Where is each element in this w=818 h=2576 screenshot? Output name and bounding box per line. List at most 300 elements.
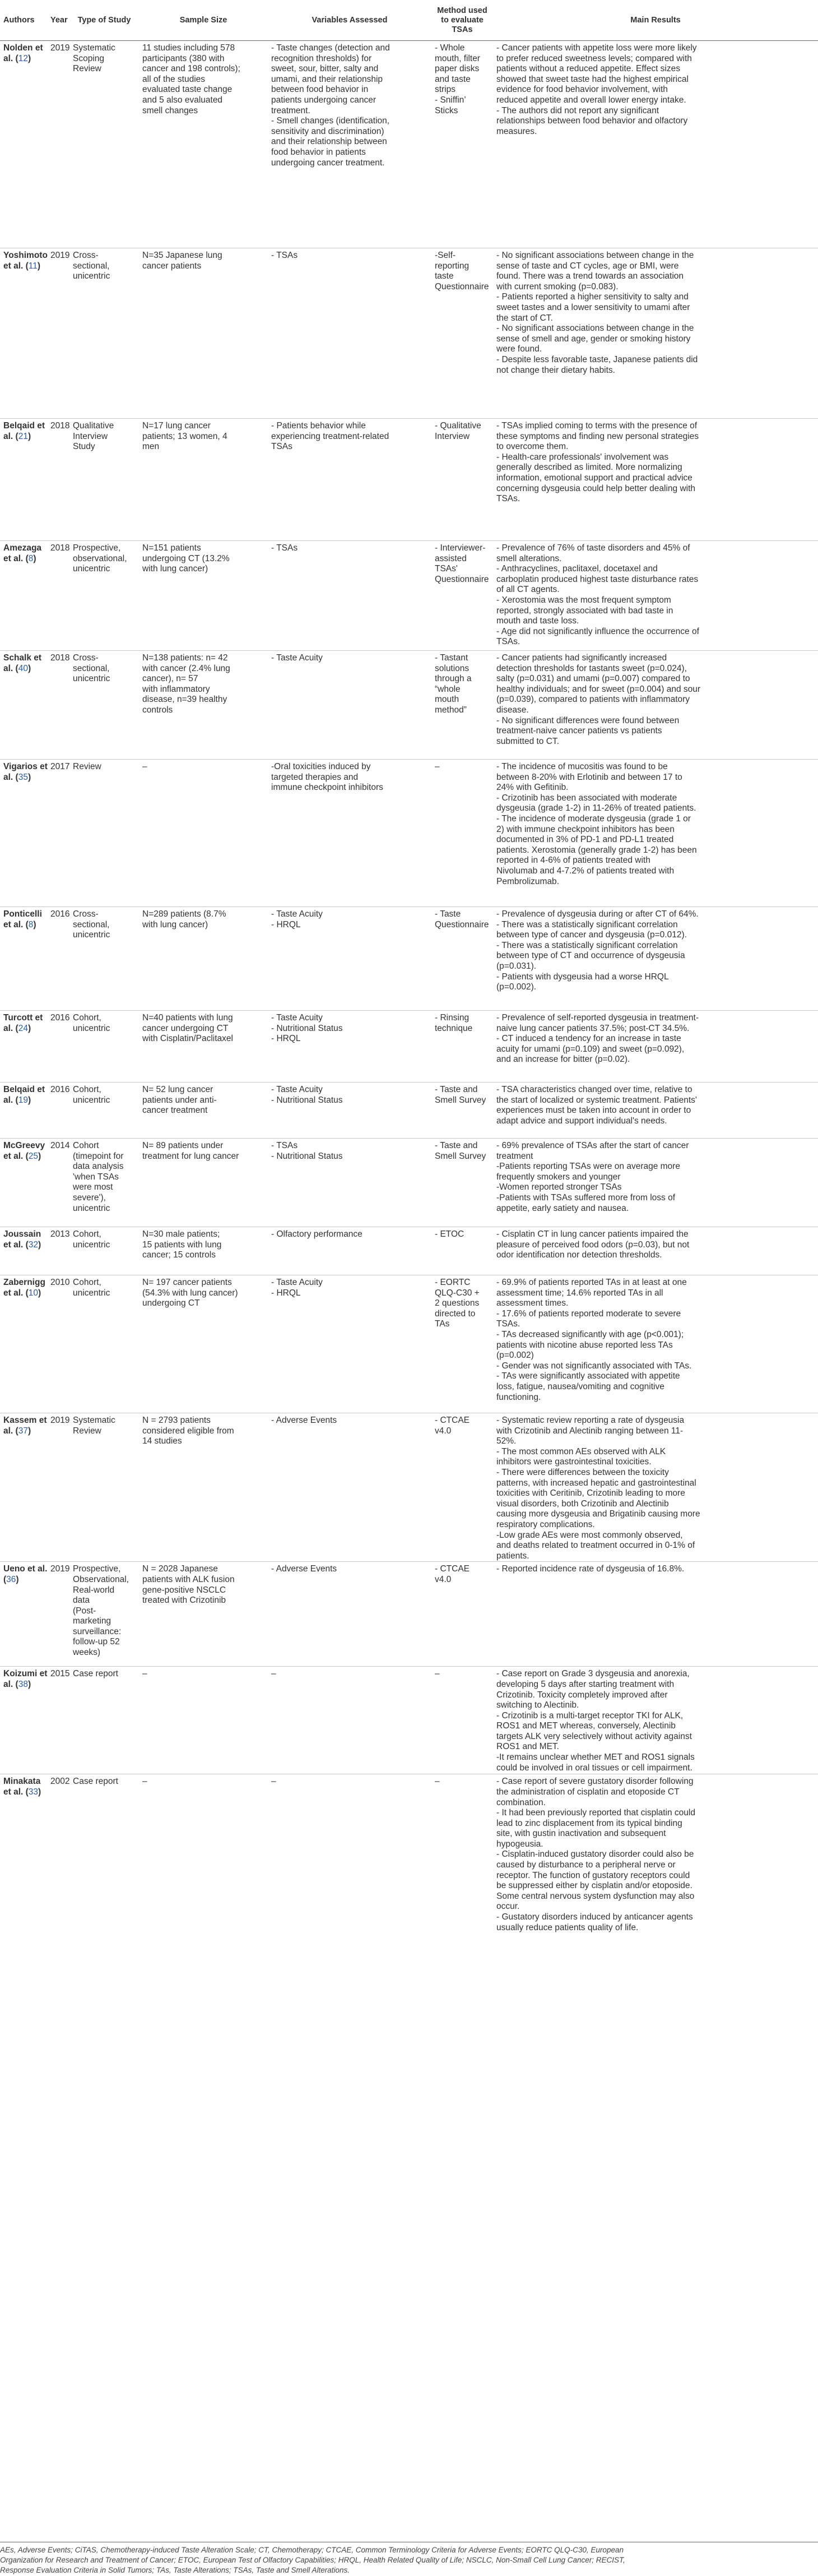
study-type-cell (69, 419, 139, 541)
main-results-cell (493, 1275, 818, 1413)
main-results-line: reported in 4-6% of patients treated with (496, 855, 650, 866)
sample-size-cell (139, 1562, 268, 1667)
variables-assessed-line: targeted therapies and (271, 772, 359, 782)
main-results-cell (493, 1562, 818, 1667)
main-results-line: caused by disturbance to a peripheral nerve or (496, 1860, 676, 1870)
study-type-line: unicentric (73, 1095, 110, 1105)
variables-assessed-cell (268, 907, 431, 1011)
author-cell (0, 651, 47, 760)
main-results-line: not change their dietary habits. (496, 365, 615, 375)
method-line: - EORTC (435, 1278, 471, 1287)
main-results-line: - There was a statistically significant correlation (496, 940, 678, 950)
variables-assessed-line: TSAs (271, 442, 292, 452)
main-results-cell (493, 41, 818, 248)
sample-size-cell (139, 1139, 268, 1227)
main-results-line: - Despite less favorable taste, Japanese patients did (496, 354, 698, 364)
author-suffix: et al. (3, 261, 24, 271)
author-cell (0, 1011, 47, 1083)
method-line: - Rinsing (435, 1013, 470, 1023)
main-results-line: occur. (496, 1902, 520, 1912)
table-row (0, 651, 818, 760)
main-results-line: - The incidence of mucositis was found to be (496, 762, 668, 771)
author-last-line: al. (37) (3, 1426, 31, 1436)
sample-size-cell (139, 907, 268, 1011)
variables-assessed-cell (268, 1083, 431, 1139)
method-cell (431, 541, 493, 651)
sample-size-line: with Cisplatin/Paclitaxel (142, 1034, 233, 1044)
study-type-line: Cohort, (73, 1085, 101, 1094)
main-results-line: Pembrolizumab. (496, 876, 559, 886)
sample-size-line: N=40 patients with lung (142, 1013, 233, 1023)
sample-size-cell (139, 760, 268, 907)
study-type-line: severe'), (73, 1192, 106, 1203)
main-results-line: -It remains unclear whether MET and ROS1 signals (496, 1752, 695, 1763)
author-last-line: al. (19) (3, 1095, 31, 1105)
main-results-line: TSAs. (496, 1319, 520, 1329)
variables-assessed-cell (268, 760, 431, 907)
main-results-line: - The most common AEs observed with ALK (496, 1446, 666, 1456)
sample-size-cell (139, 541, 268, 651)
main-results-cell (493, 1083, 818, 1139)
method-line: – (435, 1777, 440, 1787)
method-line: solutions (435, 663, 470, 673)
reference-link[interactable]: 8 (28, 919, 34, 929)
main-results-line: relationships between food behavior and olfactory (496, 116, 688, 126)
method-line: directed to (435, 1308, 476, 1319)
reference-link[interactable]: 11 (28, 261, 38, 271)
author-suffix: et al. (3, 919, 24, 929)
study-type-line: data analysis (73, 1162, 124, 1172)
main-results-line: showed that sweet taste had the highest empirical (496, 74, 689, 84)
year-cell: 2013 (47, 1227, 69, 1275)
year-cell: 2019 (47, 1562, 69, 1667)
author-suffix: al. (3, 1679, 13, 1689)
study-type-cell (69, 1774, 139, 1933)
col-year-header: Year (47, 0, 69, 41)
method-line: Questionnaire (435, 281, 489, 292)
main-results-line: - Prevalence of dysgeusia during or after CT of 64%. (496, 909, 699, 919)
sample-size-cell (139, 41, 268, 248)
author-suffix: al. (3, 772, 13, 782)
main-results-cell (493, 1667, 818, 1774)
main-results-cell (493, 1139, 818, 1227)
sample-size-line: cancer and 198 controls); (142, 64, 240, 74)
method-line: strips (435, 85, 456, 95)
table-body (0, 41, 818, 1934)
author-suffix: et al. (3, 1151, 24, 1161)
main-results-line: between 8-20% with Erlotinib and between 17 to (496, 772, 682, 782)
method-line: - Whole (435, 43, 465, 53)
variables-assessed-line: - TSAs (271, 1141, 298, 1150)
main-results-line: - Cisplatin CT in lung cancer patients impaired the (496, 1229, 689, 1239)
variables-assessed-line: - TSAs (271, 251, 298, 260)
year-cell: 2019 (47, 248, 69, 419)
study-type-line: unicentric (73, 930, 110, 940)
study-type-cell (69, 1227, 139, 1275)
table-row (0, 1413, 818, 1562)
variables-assessed-line: - Nutritional Status (271, 1151, 343, 1161)
method-cell (431, 651, 493, 760)
main-results-line: patients with nicotine abuse reported less TAs (496, 1340, 673, 1350)
abbreviations-footnote (0, 2542, 818, 2575)
main-results-line: be suppressed either by cisplatin and/or etoposide. (496, 1881, 692, 1891)
variables-assessed-line: umami, and their relationship (271, 74, 383, 84)
main-results-cell (493, 1774, 818, 1933)
main-results-line: assessment time; 14.6% reported TAs in all (496, 1288, 663, 1298)
main-results-line: - Case report of severe gustatory disorder following (496, 1777, 694, 1787)
variables-assessed-line: – (271, 1777, 276, 1787)
author-suffix: al. (3, 53, 13, 63)
sample-size-line: with lung cancer) (142, 564, 208, 574)
main-results-line: - There was a statistically significant correlation (496, 919, 678, 929)
main-results-line: treatment (496, 1151, 533, 1161)
method-line: - CTCAE (435, 1416, 470, 1425)
sample-size-line: 15 patients with lung (142, 1240, 222, 1250)
footnote-line: Organization for Research and Treatment of Cancer; ETOC, European Test of Olfactory Capabilities; HRQL, Health Related Quality of Life; NSCLC, Non-Small Cell Lung Cancer; RECIST, (0, 2556, 625, 2564)
main-results-line: smell alterations. (496, 553, 562, 563)
author-cell (0, 1562, 47, 1667)
table-row (0, 1774, 818, 1933)
author-line: Koizumi et (3, 1669, 48, 1679)
sample-size-cell (139, 1774, 268, 1933)
study-type-cell (69, 1667, 139, 1774)
main-results-line: lead to zinc displacement from its typical binding (496, 1818, 682, 1828)
author-line: Amezaga (3, 543, 42, 553)
main-results-line: mouth and taste loss. (496, 616, 579, 626)
method-line: - Taste (435, 909, 461, 919)
study-type-line: unicentric (73, 1203, 110, 1213)
reference-link[interactable]: 8 (28, 553, 34, 563)
variables-assessed-line: sensitivity and discrimination) (271, 126, 384, 136)
variables-assessed-line: patients undergoing cancer (271, 95, 376, 105)
method-cell (431, 907, 493, 1011)
variables-assessed-cell (268, 1227, 431, 1275)
study-type-line: Study (73, 442, 95, 452)
method-line: QLQ-C30 + (435, 1288, 480, 1298)
study-type-line: Observational, (73, 1574, 129, 1584)
reference-link[interactable]: 33 (28, 1787, 39, 1797)
author-line: Zabernigg (3, 1278, 45, 1287)
year-cell: 2016 (47, 1083, 69, 1139)
study-type-line: Real-world (73, 1585, 115, 1595)
variables-assessed-line: - Smell changes (identification, (271, 116, 390, 126)
main-results-line: patients without a reduced appetite. Effect sizes (496, 64, 680, 74)
method-cell (431, 1275, 493, 1413)
main-results-line: sweet tastes and a lower sensitivity to umami after (496, 302, 690, 312)
main-results-line: (p=0.031). (496, 961, 537, 971)
col-results-header: Main Results (493, 0, 818, 41)
sample-size-line: N=35 Japanese lung (142, 251, 222, 260)
variables-assessed-line: - Taste changes (detection and (271, 43, 390, 53)
study-type-cell (69, 1275, 139, 1413)
table-row (0, 1275, 818, 1413)
author-line: Schalk et (3, 653, 42, 663)
author-last-line: et al. (32) (3, 1240, 41, 1250)
main-results-line: were found. (496, 344, 542, 354)
main-results-line: assessment times. (496, 1298, 569, 1308)
main-results-line: adapt advice and support individual's needs. (496, 1116, 667, 1126)
author-last-line: al. (35) (3, 772, 31, 782)
main-results-line: of all CT agents. (496, 585, 560, 595)
method-line: taste (435, 271, 454, 281)
main-results-line: - Xerostomia was the most frequent symptom (496, 595, 671, 605)
table-row (0, 1083, 818, 1139)
sample-size-cell (139, 1275, 268, 1413)
reference-link[interactable]: 32 (28, 1240, 39, 1250)
main-results-line: causing more dysgeusia and Brigatinib causing more (496, 1509, 700, 1519)
study-type-line: Interview (73, 431, 108, 441)
reference-link[interactable]: 35 (18, 772, 28, 782)
reference-link[interactable]: 24 (18, 1023, 28, 1033)
year-cell: 2017 (47, 760, 69, 907)
study-type-cell (69, 1011, 139, 1083)
method-cell (431, 1667, 493, 1774)
study-type-line: Systematic (73, 43, 115, 53)
method-cell (431, 1011, 493, 1083)
method-line: “whole (435, 684, 461, 694)
table-row (0, 1667, 818, 1774)
main-results-line: -Low grade AEs were most commonly observed, (496, 1530, 683, 1540)
study-type-line: Cohort, (73, 1278, 101, 1287)
main-results-line: usually reduce patients quality of life. (496, 1922, 639, 1932)
main-results-line: these symptoms and finding new personal strategies (496, 431, 699, 441)
method-line: -Self- (435, 251, 456, 260)
sample-size-line: undergoing CT (142, 1298, 200, 1308)
author-line: McGreevy (3, 1141, 45, 1150)
author-line: Belqaid et (3, 1085, 45, 1094)
method-line: technique (435, 1023, 473, 1033)
main-results-line: frequently smokers and younger (496, 1172, 621, 1182)
author-cell (0, 248, 47, 419)
sample-size-line: gene-positive NSCLC (142, 1585, 226, 1595)
author-line: Joussain (3, 1229, 41, 1239)
author-last-line: et al. (8) (3, 919, 36, 929)
variables-assessed-line: and their relationship between (271, 137, 387, 147)
author-last-line: et al. (25) (3, 1151, 41, 1161)
reference-link[interactable]: 21 (18, 431, 28, 441)
table-header (0, 0, 818, 41)
sample-size-cell (139, 1227, 268, 1275)
main-results-line: naive lung cancer patients 37.5%; post-CT 34.5%. (496, 1023, 690, 1033)
method-line: paper disks (435, 64, 480, 74)
method-cell (431, 1139, 493, 1227)
author-suffix: al. (3, 1023, 13, 1033)
table-row (0, 419, 818, 541)
sample-size-line: N= 52 lung cancer (142, 1085, 213, 1094)
author-last-line: (36) (3, 1574, 19, 1584)
author-suffix: al. (3, 663, 13, 673)
method-line: v4.0 (435, 1574, 452, 1584)
main-results-line: - Gender was not significantly associated with TAs. (496, 1361, 692, 1371)
method-line: Sticks (435, 105, 458, 115)
main-results-line: information, emotional support and practical advice (496, 473, 692, 483)
reference-link[interactable]: 40 (18, 663, 28, 673)
method-cell (431, 1227, 493, 1275)
author-line: Yoshimoto (3, 251, 48, 260)
col-variables-header: Variables Assessed (268, 0, 431, 41)
table-row (0, 907, 818, 1011)
main-results-line: - There were differences between the toxicity (496, 1467, 669, 1477)
method-cell (431, 1083, 493, 1139)
main-results-line: reported, strongly associated with bad taste in (496, 605, 673, 616)
sample-size-line: undergoing CT (13.2% (142, 553, 230, 563)
main-results-cell (493, 1011, 818, 1083)
variables-assessed-line: between food behavior in (271, 85, 369, 95)
main-results-line: Nivolumab and 4-7.2% of patients treated with (496, 866, 675, 876)
footnote-line: Response Evaluation Criteria in Solid Tumors; TAs, Taste Alterations; TSAs, Taste and Smell Alterations. (0, 2566, 350, 2574)
variables-assessed-line: food behavior in patients (271, 147, 366, 157)
sample-size-line: participants (380 with (142, 53, 225, 63)
main-results-line: -Patients reporting TSAs were on average more (496, 1162, 680, 1172)
variables-assessed-line: sweet, sour, bitter, salty and (271, 64, 379, 74)
sample-size-line: with lung cancer) (142, 919, 208, 929)
table-row (0, 41, 818, 248)
reference-link[interactable]: 10 (28, 1288, 39, 1298)
main-results-line: concerning dysgeusia could help better dealing with (496, 483, 696, 493)
variables-assessed-cell (268, 1275, 431, 1413)
reference-link[interactable]: 38 (18, 1679, 28, 1689)
method-cell (431, 419, 493, 541)
variables-assessed-line: - Olfactory performance (271, 1229, 362, 1239)
variables-assessed-line: – (271, 1669, 276, 1679)
study-type-line: sectional, (73, 663, 110, 673)
main-results-line: - The incidence of moderate dysgeusia (grade 1 or (496, 813, 691, 824)
sample-size-line: – (142, 1777, 147, 1787)
sample-size-line: 14 studies (142, 1436, 182, 1446)
main-results-line: respiratory complications. (496, 1519, 595, 1529)
main-results-line: - Prevalence of self-reported dysgeusia in treatment- (496, 1013, 699, 1023)
main-results-line: the administration of cisplatin and etoposide CT (496, 1787, 680, 1797)
sample-size-line: considered eligible from (142, 1426, 234, 1436)
year-cell: 2014 (47, 1139, 69, 1227)
main-results-line: submitted to CT. (496, 736, 559, 746)
main-results-line: - Age did not significantly influence the occurrence of (496, 626, 699, 636)
author-cell (0, 907, 47, 1011)
sample-size-line: cancer undergoing CT (142, 1023, 229, 1033)
main-results-cell (493, 541, 818, 651)
year-cell: 2019 (50, 43, 70, 53)
method-line: reporting (435, 261, 470, 271)
study-type-cell (69, 1413, 139, 1562)
main-results-line: between type of CT and occurrence of dysgeusia (496, 951, 685, 961)
sample-size-line: 11 studies including 578 (142, 43, 235, 53)
author-suffix: et al. (3, 1787, 24, 1797)
study-type-line: Qualitative (73, 421, 114, 431)
main-results-line: visual disorders, both Crizotinib and Alectinib (496, 1499, 669, 1509)
study-type-cell (69, 651, 139, 760)
reference-link[interactable]: 37 (18, 1426, 28, 1436)
main-results-line: inhibitors were gastrointestinal toxicities. (496, 1457, 652, 1467)
sample-size-line: cancer treatment (142, 1106, 208, 1116)
variables-assessed-line: experiencing treatment-related (271, 431, 389, 441)
study-type-line: Cohort, (73, 1229, 101, 1239)
study-type-line: unicentric (73, 564, 110, 574)
main-results-line: - The authors did not report any significant (496, 105, 659, 115)
study-type-line: (timepoint for (73, 1151, 124, 1161)
method-line: mouth (435, 695, 459, 705)
reference-link[interactable]: 19 (18, 1095, 28, 1105)
author-line: Kassem et (3, 1416, 47, 1425)
reference-link[interactable]: 25 (28, 1151, 39, 1161)
main-results-line: - TAs were significantly associated with appetite (496, 1371, 680, 1381)
main-results-line: - Gustatory disorders induced by anticancer agents (496, 1912, 693, 1922)
study-type-cell (69, 541, 139, 651)
study-type-line: Cross- (73, 653, 99, 663)
year-cell: 2002 (47, 1774, 69, 1933)
study-type-line: unicentric (73, 1023, 110, 1033)
method-line: - ETOC (435, 1229, 464, 1239)
method-line: - CTCAE (435, 1564, 470, 1574)
table-row (0, 248, 818, 419)
study-type-line: sectional, (73, 261, 110, 271)
sample-size-cell (139, 248, 268, 419)
study-type-line: sectional, (73, 919, 110, 929)
method-cell (431, 1562, 493, 1667)
sample-size-line: patients under anti- (142, 1095, 217, 1105)
study-type-cell (69, 907, 139, 1011)
sample-size-line: treatment for lung cancer (142, 1151, 239, 1161)
sample-size-cell (139, 1083, 268, 1139)
variables-assessed-line: - HRQL (271, 919, 301, 929)
main-results-line: acuity for umami (p=0.109) and sweet (p=0.092), (496, 1044, 685, 1054)
sample-size-cell (139, 1413, 268, 1562)
reference-link[interactable]: 12 (18, 53, 28, 63)
reference-link[interactable]: 36 (6, 1574, 16, 1584)
study-type-cell (69, 41, 139, 248)
main-results-line: 24% with Gefitinib. (496, 783, 569, 793)
study-type-line: Review (73, 64, 101, 74)
study-type-line: follow-up 52 (73, 1637, 120, 1647)
variables-assessed-line: - TSAs (271, 543, 298, 553)
sample-size-cell (139, 419, 268, 541)
main-results-line: - Cancer patients had significantly increased (496, 653, 667, 663)
main-results-line: - TAs decreased significantly with age (p<0.001); (496, 1329, 684, 1339)
main-results-line: sense of taste and CT cycles, age or BMI, were (496, 261, 679, 271)
method-line: - Interviewer- (435, 543, 486, 553)
main-results-line: - CT induced a tendency for an increase in taste (496, 1034, 681, 1044)
main-results-cell (493, 760, 818, 907)
author-line: Turcott et (3, 1013, 43, 1023)
method-line: - Tastant (435, 653, 468, 663)
sample-size-line: cancer patients (142, 261, 202, 271)
variables-assessed-cell (268, 1011, 431, 1083)
variables-assessed-cell (268, 1562, 431, 1667)
main-results-line: - Cisplatin-induced gustatory disorder could also be (496, 1849, 694, 1860)
method-line: – (435, 762, 440, 771)
author-cell (0, 1774, 47, 1933)
main-results-line: - Patients reported a higher sensitivity to salty and (496, 292, 689, 302)
main-results-line: - TSAs implied coming to terms with the presence of (496, 421, 698, 431)
sample-size-line: men (142, 442, 160, 452)
sample-size-line: – (142, 762, 147, 771)
author-cell (0, 1275, 47, 1413)
main-results-line: targets ALK very selectively without activity against (496, 1731, 692, 1741)
sample-size-cell (139, 651, 268, 760)
sample-size-line: patients with ALK fusion (142, 1574, 235, 1584)
author-last-line: et al. (8) (3, 553, 36, 563)
variables-assessed-line: - Taste Acuity (271, 1013, 323, 1023)
main-results-line: Some central nervous system dysfunction may also (496, 1891, 695, 1901)
main-results-line: - It had been previously reported that cisplatin could (496, 1808, 695, 1818)
method-line: TAs (435, 1319, 450, 1329)
variables-assessed-line: - Taste Acuity (271, 1085, 323, 1094)
main-results-line: - Patients with dysgeusia had a worse HRQL (496, 972, 669, 982)
sample-size-line: N=17 lung cancer (142, 421, 211, 431)
sample-size-line: N = 2028 Japanese (142, 1564, 218, 1574)
author-cell (0, 1139, 47, 1227)
variables-assessed-line: - HRQL (271, 1034, 301, 1044)
author-cell (0, 1227, 47, 1275)
